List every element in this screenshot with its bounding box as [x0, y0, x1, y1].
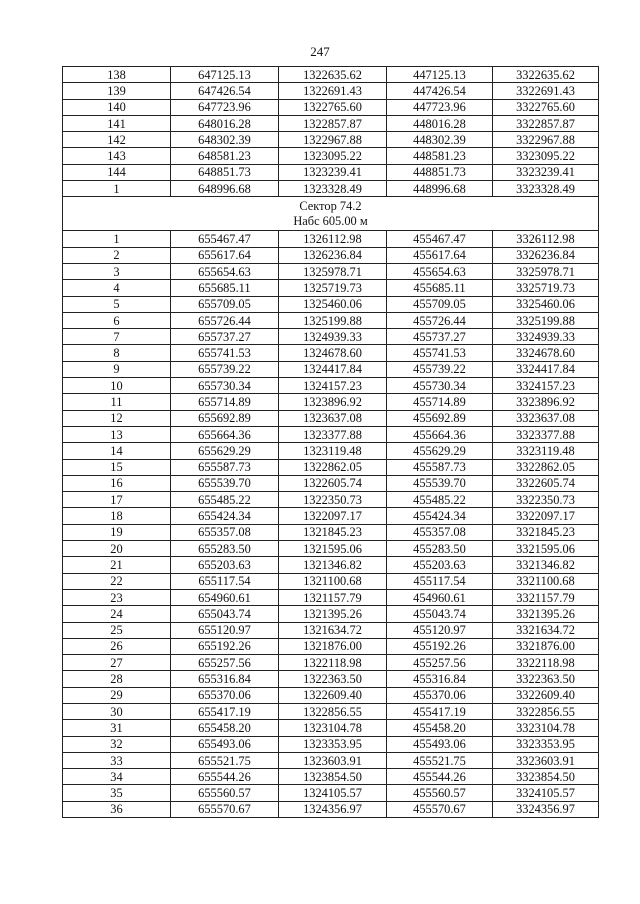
table-row: [63, 99, 599, 115]
point-number-cell: 12: [63, 410, 171, 426]
y-coordinate-cell: 1322856.55: [279, 703, 387, 719]
y-coordinate-cell: 1322857.87: [279, 115, 387, 131]
table-row: [63, 703, 599, 719]
x-local-cell: 455467.47: [387, 231, 493, 247]
x-coordinate-cell: 655485.22: [171, 492, 279, 508]
point-number-cell: 138: [63, 67, 171, 83]
point-number-cell: 22: [63, 573, 171, 589]
x-local-cell: 455617.64: [387, 247, 493, 263]
x-local-cell: 455714.89: [387, 394, 493, 410]
y-local-cell: 3322605.74: [493, 475, 599, 491]
point-number-cell: 143: [63, 148, 171, 164]
y-local-cell: 3321346.82: [493, 557, 599, 573]
y-local-cell: 3324356.97: [493, 801, 599, 817]
y-local-cell: 3323637.08: [493, 410, 599, 426]
x-coordinate-cell: 655192.26: [171, 638, 279, 654]
x-local-cell: 455709.05: [387, 296, 493, 312]
point-number-cell: 142: [63, 132, 171, 148]
y-local-cell: 3325199.88: [493, 312, 599, 328]
x-coordinate-cell: 655539.70: [171, 475, 279, 491]
point-number-cell: 9: [63, 361, 171, 377]
y-local-cell: 3323095.22: [493, 148, 599, 164]
table-row: [63, 132, 599, 148]
table-row: [63, 557, 599, 573]
point-number-cell: 24: [63, 606, 171, 622]
table-row: [63, 263, 599, 279]
y-local-cell: 3323328.49: [493, 181, 599, 197]
y-local-cell: 3326112.98: [493, 231, 599, 247]
y-coordinate-cell: 1321634.72: [279, 622, 387, 638]
y-local-cell: 3321634.72: [493, 622, 599, 638]
point-number-cell: 26: [63, 638, 171, 654]
y-local-cell: 3323603.91: [493, 752, 599, 768]
x-local-cell: 455043.74: [387, 606, 493, 622]
y-coordinate-cell: 1325460.06: [279, 296, 387, 312]
y-coordinate-cell: 1322635.62: [279, 67, 387, 83]
point-number-cell: 139: [63, 83, 171, 99]
y-local-cell: 3323239.41: [493, 164, 599, 180]
y-local-cell: 3322609.40: [493, 687, 599, 703]
x-coordinate-cell: 655664.36: [171, 426, 279, 442]
table-row: [63, 687, 599, 703]
y-coordinate-cell: 1324678.60: [279, 345, 387, 361]
y-local-cell: 3322967.88: [493, 132, 599, 148]
table-row: [63, 508, 599, 524]
y-local-cell: 3324417.84: [493, 361, 599, 377]
x-local-cell: 455629.29: [387, 443, 493, 459]
x-local-cell: 455316.84: [387, 671, 493, 687]
y-coordinate-cell: 1323104.78: [279, 720, 387, 736]
y-local-cell: 3321395.26: [493, 606, 599, 622]
point-number-cell: 18: [63, 508, 171, 524]
y-local-cell: 3322862.05: [493, 459, 599, 475]
y-coordinate-cell: 1322967.88: [279, 132, 387, 148]
y-local-cell: 3323377.88: [493, 426, 599, 442]
table-row: [63, 622, 599, 638]
point-number-cell: 23: [63, 589, 171, 605]
y-coordinate-cell: 1326236.84: [279, 247, 387, 263]
point-number-cell: 5: [63, 296, 171, 312]
x-coordinate-cell: 655493.06: [171, 736, 279, 752]
x-local-cell: 455521.75: [387, 752, 493, 768]
table-row: [63, 606, 599, 622]
y-local-cell: 3323854.50: [493, 769, 599, 785]
point-number-cell: 15: [63, 459, 171, 475]
y-coordinate-cell: 1322605.74: [279, 475, 387, 491]
x-coordinate-cell: 648302.39: [171, 132, 279, 148]
y-local-cell: 3324105.57: [493, 785, 599, 801]
point-number-cell: 32: [63, 736, 171, 752]
table-row: [63, 655, 599, 671]
point-number-cell: 19: [63, 524, 171, 540]
y-local-cell: 3325978.71: [493, 263, 599, 279]
y-local-cell: 3321157.79: [493, 589, 599, 605]
point-number-cell: 140: [63, 99, 171, 115]
table-row: [63, 638, 599, 654]
point-number-cell: 20: [63, 541, 171, 557]
y-coordinate-cell: 1325199.88: [279, 312, 387, 328]
x-coordinate-cell: 655370.06: [171, 687, 279, 703]
y-coordinate-cell: 1323119.48: [279, 443, 387, 459]
y-local-cell: 3323353.95: [493, 736, 599, 752]
x-coordinate-cell: 655521.75: [171, 752, 279, 768]
x-local-cell: 448996.68: [387, 181, 493, 197]
sector-header: [63, 197, 599, 231]
sector-header-group: [63, 197, 599, 231]
x-coordinate-cell: 648016.28: [171, 115, 279, 131]
y-local-cell: 3322856.55: [493, 703, 599, 719]
y-local-cell: 3321845.23: [493, 524, 599, 540]
y-coordinate-cell: 1323637.08: [279, 410, 387, 426]
x-coordinate-cell: 655120.97: [171, 622, 279, 638]
point-number-cell: 34: [63, 769, 171, 785]
x-coordinate-cell: 655629.29: [171, 443, 279, 459]
x-local-cell: 455357.08: [387, 524, 493, 540]
y-coordinate-cell: 1322862.05: [279, 459, 387, 475]
point-number-cell: 29: [63, 687, 171, 703]
point-number-cell: 27: [63, 655, 171, 671]
sector-title: Сектор 74.2: [299, 198, 362, 213]
y-coordinate-cell: 1323328.49: [279, 181, 387, 197]
point-number-cell: 10: [63, 378, 171, 394]
x-coordinate-cell: 655741.53: [171, 345, 279, 361]
x-coordinate-cell: 655043.74: [171, 606, 279, 622]
y-local-cell: 3321100.68: [493, 573, 599, 589]
x-local-cell: 447723.96: [387, 99, 493, 115]
table-row: [63, 541, 599, 557]
y-coordinate-cell: 1322097.17: [279, 508, 387, 524]
x-local-cell: 455685.11: [387, 280, 493, 296]
point-number-cell: 28: [63, 671, 171, 687]
x-coordinate-cell: 655417.19: [171, 703, 279, 719]
y-local-cell: 3326236.84: [493, 247, 599, 263]
y-local-cell: 3324157.23: [493, 378, 599, 394]
point-number-cell: 144: [63, 164, 171, 180]
y-coordinate-cell: 1322609.40: [279, 687, 387, 703]
table-row: [63, 524, 599, 540]
x-local-cell: 455587.73: [387, 459, 493, 475]
x-local-cell: 455257.56: [387, 655, 493, 671]
x-local-cell: 455730.34: [387, 378, 493, 394]
y-local-cell: 3323104.78: [493, 720, 599, 736]
table-row: [63, 378, 599, 394]
x-coordinate-cell: 655570.67: [171, 801, 279, 817]
point-number-cell: 13: [63, 426, 171, 442]
y-coordinate-cell: 1322765.60: [279, 99, 387, 115]
y-coordinate-cell: 1322363.50: [279, 671, 387, 687]
x-coordinate-cell: 655544.26: [171, 769, 279, 785]
table-row: [63, 181, 599, 197]
x-coordinate-cell: 655654.63: [171, 263, 279, 279]
y-local-cell: 3324939.33: [493, 329, 599, 345]
x-coordinate-cell: 655458.20: [171, 720, 279, 736]
x-coordinate-cell: 655685.11: [171, 280, 279, 296]
table-row: [63, 736, 599, 752]
y-coordinate-cell: 1323603.91: [279, 752, 387, 768]
table-row: [63, 720, 599, 736]
x-coordinate-cell: 647723.96: [171, 99, 279, 115]
y-coordinate-cell: 1321346.82: [279, 557, 387, 573]
x-coordinate-cell: 655714.89: [171, 394, 279, 410]
table-row: [63, 459, 599, 475]
x-local-cell: 455417.19: [387, 703, 493, 719]
point-number-cell: 6: [63, 312, 171, 328]
y-local-cell: 3322350.73: [493, 492, 599, 508]
y-local-cell: 3322635.62: [493, 67, 599, 83]
x-coordinate-cell: 655726.44: [171, 312, 279, 328]
x-coordinate-cell: 655692.89: [171, 410, 279, 426]
table-row: [63, 115, 599, 131]
x-local-cell: 455283.50: [387, 541, 493, 557]
x-coordinate-cell: 648851.73: [171, 164, 279, 180]
y-coordinate-cell: 1321395.26: [279, 606, 387, 622]
y-coordinate-cell: 1324356.97: [279, 801, 387, 817]
table-row: [63, 345, 599, 361]
y-coordinate-cell: 1321876.00: [279, 638, 387, 654]
table-row: [63, 247, 599, 263]
x-local-cell: 455192.26: [387, 638, 493, 654]
x-coordinate-cell: 655709.05: [171, 296, 279, 312]
x-local-cell: 455741.53: [387, 345, 493, 361]
point-number-cell: 8: [63, 345, 171, 361]
table-row: [63, 573, 599, 589]
table-body-upper: [63, 67, 599, 197]
x-coordinate-cell: 655257.56: [171, 655, 279, 671]
y-local-cell: 3322691.43: [493, 83, 599, 99]
y-coordinate-cell: 1321845.23: [279, 524, 387, 540]
x-local-cell: 455120.97: [387, 622, 493, 638]
x-local-cell: 455117.54: [387, 573, 493, 589]
x-local-cell: 448302.39: [387, 132, 493, 148]
x-coordinate-cell: 647125.13: [171, 67, 279, 83]
point-number-cell: 35: [63, 785, 171, 801]
x-local-cell: 455560.57: [387, 785, 493, 801]
y-coordinate-cell: 1322118.98: [279, 655, 387, 671]
point-number-cell: 21: [63, 557, 171, 573]
point-number-cell: 141: [63, 115, 171, 131]
table-row: [63, 312, 599, 328]
x-coordinate-cell: 655560.57: [171, 785, 279, 801]
y-coordinate-cell: 1323896.92: [279, 394, 387, 410]
y-local-cell: 3321876.00: [493, 638, 599, 654]
x-local-cell: 455739.22: [387, 361, 493, 377]
x-coordinate-cell: 655467.47: [171, 231, 279, 247]
x-coordinate-cell: 655424.34: [171, 508, 279, 524]
x-coordinate-cell: 655357.08: [171, 524, 279, 540]
y-local-cell: 3325460.06: [493, 296, 599, 312]
table-body-lower: [63, 231, 599, 818]
table-row: [63, 394, 599, 410]
y-coordinate-cell: 1321595.06: [279, 541, 387, 557]
y-coordinate-cell: 1323854.50: [279, 769, 387, 785]
table-row: [63, 231, 599, 247]
point-number-cell: 11: [63, 394, 171, 410]
x-local-cell: 455458.20: [387, 720, 493, 736]
point-number-cell: 7: [63, 329, 171, 345]
y-coordinate-cell: 1321100.68: [279, 573, 387, 589]
y-local-cell: 3322118.98: [493, 655, 599, 671]
y-coordinate-cell: 1323095.22: [279, 148, 387, 164]
y-coordinate-cell: 1325978.71: [279, 263, 387, 279]
point-number-cell: 1: [63, 231, 171, 247]
point-number-cell: 36: [63, 801, 171, 817]
x-local-cell: 455493.06: [387, 736, 493, 752]
y-local-cell: 3323119.48: [493, 443, 599, 459]
table-row: [63, 164, 599, 180]
x-local-cell: 448851.73: [387, 164, 493, 180]
y-coordinate-cell: 1323377.88: [279, 426, 387, 442]
table-row: [63, 83, 599, 99]
y-coordinate-cell: 1324157.23: [279, 378, 387, 394]
y-coordinate-cell: 1322691.43: [279, 83, 387, 99]
x-coordinate-cell: 655617.64: [171, 247, 279, 263]
x-coordinate-cell: 647426.54: [171, 83, 279, 99]
coordinates-table: [62, 66, 599, 818]
table-row: [63, 148, 599, 164]
page-number: 247: [310, 44, 330, 59]
table-row: [63, 280, 599, 296]
table-row: [63, 426, 599, 442]
y-local-cell: 3323896.92: [493, 394, 599, 410]
point-number-cell: 30: [63, 703, 171, 719]
table-row: [63, 589, 599, 605]
point-number-cell: 33: [63, 752, 171, 768]
x-local-cell: 455692.89: [387, 410, 493, 426]
y-local-cell: 3321595.06: [493, 541, 599, 557]
sector-subtitle: Набс 605.00 м: [293, 213, 368, 228]
y-coordinate-cell: 1321157.79: [279, 589, 387, 605]
table-row: [63, 785, 599, 801]
x-coordinate-cell: 648996.68: [171, 181, 279, 197]
point-number-cell: 16: [63, 475, 171, 491]
sector-header-row: [63, 197, 599, 231]
point-number-cell: 3: [63, 263, 171, 279]
table-row: [63, 671, 599, 687]
x-local-cell: 455370.06: [387, 687, 493, 703]
x-coordinate-cell: 655283.50: [171, 541, 279, 557]
x-coordinate-cell: 655316.84: [171, 671, 279, 687]
x-local-cell: 448581.23: [387, 148, 493, 164]
x-local-cell: 455570.67: [387, 801, 493, 817]
table-row: [63, 296, 599, 312]
x-local-cell: 454960.61: [387, 589, 493, 605]
point-number-cell: 25: [63, 622, 171, 638]
point-number-cell: 31: [63, 720, 171, 736]
point-number-cell: 4: [63, 280, 171, 296]
x-local-cell: 455485.22: [387, 492, 493, 508]
y-coordinate-cell: 1326112.98: [279, 231, 387, 247]
table-row: [63, 443, 599, 459]
point-number-cell: 2: [63, 247, 171, 263]
table-row: [63, 361, 599, 377]
x-local-cell: 455539.70: [387, 475, 493, 491]
x-local-cell: 447426.54: [387, 83, 493, 99]
x-local-cell: 455544.26: [387, 769, 493, 785]
table-row: [63, 801, 599, 817]
point-number-cell: 14: [63, 443, 171, 459]
table-row: [63, 67, 599, 83]
table-row: [63, 769, 599, 785]
point-number-cell: 1: [63, 181, 171, 197]
x-coordinate-cell: 655117.54: [171, 573, 279, 589]
x-local-cell: 447125.13: [387, 67, 493, 83]
x-coordinate-cell: 655730.34: [171, 378, 279, 394]
table-row: [63, 410, 599, 426]
y-local-cell: 3322857.87: [493, 115, 599, 131]
y-coordinate-cell: 1323353.95: [279, 736, 387, 752]
x-local-cell: 455203.63: [387, 557, 493, 573]
table-row: [63, 752, 599, 768]
table-row: [63, 329, 599, 345]
x-coordinate-cell: 654960.61: [171, 589, 279, 605]
y-local-cell: 3322363.50: [493, 671, 599, 687]
x-local-cell: 448016.28: [387, 115, 493, 131]
table-row: [63, 492, 599, 508]
table-row: [63, 475, 599, 491]
x-coordinate-cell: 655203.63: [171, 557, 279, 573]
x-local-cell: 455424.34: [387, 508, 493, 524]
x-local-cell: 455654.63: [387, 263, 493, 279]
y-coordinate-cell: 1323239.41: [279, 164, 387, 180]
y-coordinate-cell: 1324939.33: [279, 329, 387, 345]
x-local-cell: 455737.27: [387, 329, 493, 345]
y-local-cell: 3322765.60: [493, 99, 599, 115]
x-coordinate-cell: 655739.22: [171, 361, 279, 377]
y-local-cell: 3325719.73: [493, 280, 599, 296]
point-number-cell: 17: [63, 492, 171, 508]
y-coordinate-cell: 1325719.73: [279, 280, 387, 296]
x-local-cell: 455726.44: [387, 312, 493, 328]
x-coordinate-cell: 655587.73: [171, 459, 279, 475]
y-local-cell: 3324678.60: [493, 345, 599, 361]
y-local-cell: 3322097.17: [493, 508, 599, 524]
x-coordinate-cell: 648581.23: [171, 148, 279, 164]
x-local-cell: 455664.36: [387, 426, 493, 442]
y-coordinate-cell: 1324417.84: [279, 361, 387, 377]
y-coordinate-cell: 1322350.73: [279, 492, 387, 508]
x-coordinate-cell: 655737.27: [171, 329, 279, 345]
y-coordinate-cell: 1324105.57: [279, 785, 387, 801]
